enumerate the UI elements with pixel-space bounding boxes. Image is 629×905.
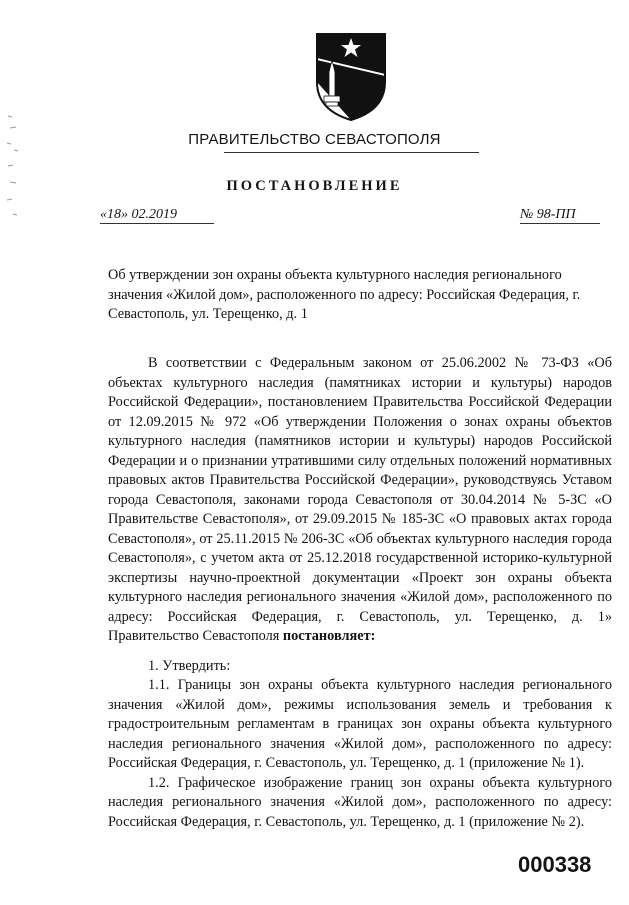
item-1: 1. Утвердить: [148,657,231,674]
title-divider [224,152,479,153]
preamble-paragraph [108,354,612,647]
document-type-heading: ПОСТАНОВЛЕНИЕ [226,178,403,194]
document-code: 000338 [518,852,592,877]
item-1-2: 1.2. Графическое изображение границ зон охраны объекта культурного наследия регионального значения «Жилой дом», расположенного по адресу: Российская Федерация, г. Севастополь, ул. Терещенко, д. 1 (приложение № 2). [108,774,612,830]
government-title: ПРАВИТЕЛЬСТВО СЕВАСТОПОЛЯ [188,131,441,148]
decree-word: постановляет: [282,628,376,644]
document-number: № 98-ПП [520,207,600,224]
item-1-1: 1.1. Границы зон охраны объекта культурного наследия регионального значения «Жилой дом», режимы использования земель и требования к градостроительным регламентам в границах зон охраны объекта культурного наследия регионального значения «Жилой дом», расположенного по адресу: Российская Федерация, г. Севастополь, ул. Терещенко, д. 1 (приложение № 1). [108,677,612,771]
scan-margin-marks [4,110,26,230]
document-subject: Об утверждении зон охраны объекта культурного наследия регионального значения «Жилой дом», расположенного по адресу: Российская Федерация, г. Севастополь, ул. Терещенко, д. 1 [108,267,581,322]
document-date: «18» 02.2019 [100,207,214,224]
sevastopol-coat-of-arms-icon [313,30,389,122]
preamble-text: В соответствии с Федеральным законом от 25.06.2002 № 73-ФЗ «Об объектах культурного наследия (памятниках истории и культуры) народов Российской Федерации», постановлением Правительства Российской Федерации от 12.09.2015 № 972 «Об утверждении Положения о зонах охраны объектов культурного наследия (памятников истории и культуры) народов Российской Федерации и о признании утратившими силу отдельных положений нормативных правовых актов Правительства Российской Федерации», руководствуясь Уставом города Севастополя, законами города Севастополя от 30.04.2014 № 5-ЗС «О Правительстве Севастополя», от 29.09.2015 № 185-ЗС «О правовых актах города Севастополя», от 25.11.2015 № 206-ЗС «Об объектах культурного наследия города Севастополя», с учетом акта от 25.12.2018 государственной историко-культурной экспертизы научно-проектной документации «Проект зон охраны объекта культурного наследия регионального значения «Жилой дом», расположенного по адресу: Российская Федерация, г. Севастополь, ул. Терещенко, д. 1» Правительство Севастополя [108,355,612,644]
document-body [108,354,612,832]
